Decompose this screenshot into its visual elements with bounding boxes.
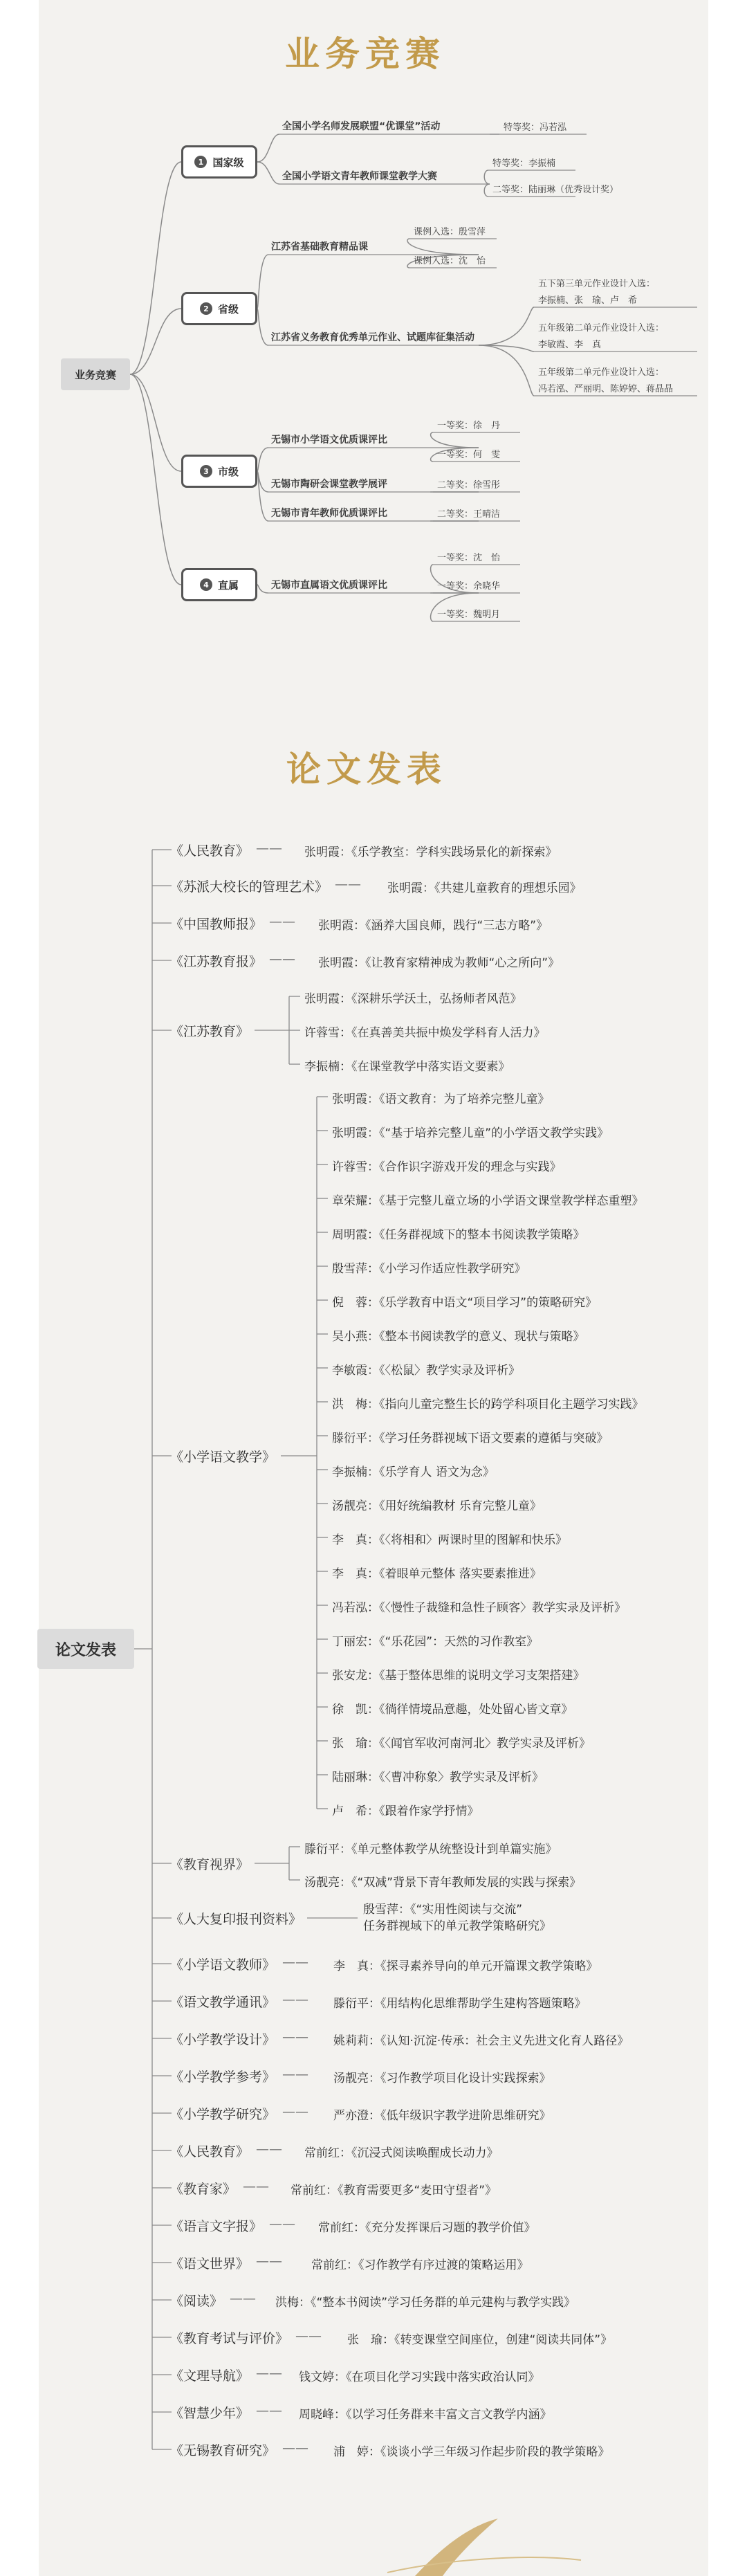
paper-entry: 洪梅：《“整本书阅读”学习任务群的单元建构与教学实践》 xyxy=(275,2296,576,2310)
event-to-award-curve xyxy=(484,170,490,184)
decorative-brush-stroke xyxy=(415,2519,498,2576)
award-label: 特等奖：冯若泓 xyxy=(504,122,567,133)
publication-label: 《小学语文教学》 xyxy=(170,1450,276,1465)
event-label: 全国小学名师发展联盟“优课堂”活动 xyxy=(282,121,441,132)
dash-separator: —— xyxy=(295,2328,322,2344)
event-label: 江苏省基础教育精品课 xyxy=(271,241,368,253)
award-label: 课例入选：沈 怡 xyxy=(414,256,486,266)
paper-entry: 汤靓亮：《习作教学项目化设计实践探索》 xyxy=(333,2072,551,2085)
competition-root-node xyxy=(61,358,130,390)
dash-separator: —— xyxy=(282,2440,308,2456)
dash-separator: —— xyxy=(282,2029,308,2045)
paper-entry: 周晓峰：《以学习任务群来丰富文言文教学内涵》 xyxy=(299,2408,552,2422)
award-label: 二等奖：王晴洁 xyxy=(437,509,501,520)
papers-root-label: 论文发表 xyxy=(55,1641,116,1659)
level-number-badge: 4 xyxy=(200,578,212,591)
publication-label: 《人民教育》 xyxy=(170,843,250,859)
dash-separator: —— xyxy=(256,2366,282,2381)
paper-entry: 李 真：《〈将相和〉两课时里的图解和快乐》 xyxy=(332,1533,567,1547)
publication-label: 《小学语文教师》 xyxy=(170,1957,276,1973)
level-to-event-curve xyxy=(257,134,279,162)
paper-entry: 殷雪萍：《小学习作适应性教学研究》 xyxy=(332,1262,526,1276)
root-to-level-curve xyxy=(130,309,181,374)
award-label: 五下第三单元作业设计入选： xyxy=(538,279,656,289)
level-node-3 xyxy=(181,455,257,488)
paper-entry: 丁丽宏：《“乐花园”：天然的习作教室》 xyxy=(332,1635,539,1649)
publication-label: 《江苏教育报》 xyxy=(170,954,263,969)
publication-label: 《小学教学设计》 xyxy=(170,2032,276,2047)
award-label: 特等奖：李振楠 xyxy=(492,158,556,169)
award-label: 一等奖：徐 丹 xyxy=(437,421,501,431)
publication-label: 《文理导航》 xyxy=(170,2368,250,2384)
level-number-badge: 1 xyxy=(194,156,207,168)
paper-entry: 许蓉雪：《合作识字游戏开发的理念与实践》 xyxy=(332,1160,562,1174)
paper-entry: 汤靓亮：《“双减”背景下青年教师发展的实践与探索》 xyxy=(304,1876,582,1890)
dash-separator: —— xyxy=(269,914,295,929)
paper-entry: 滕衍平：《单元整体教学从统整设计到单篇实施》 xyxy=(304,1843,557,1856)
paper-entry: 张明霞：《乐学教室：学科实践场景化的新探索》 xyxy=(304,846,557,859)
publication-label: 《教育家》 xyxy=(170,2182,237,2197)
paper-entry: 常前红：《充分发挥课后习题的教学价值》 xyxy=(318,2221,536,2235)
paper-entry: 徐 凯：《徜徉情境品意趣，处处留心皆文章》 xyxy=(332,1703,573,1717)
dash-separator: —— xyxy=(256,841,282,856)
paper-entry: 汤靓亮：《用好统编教材 乐育完整儿童》 xyxy=(332,1499,542,1513)
event-label: 无锡市青年教师优质课评比 xyxy=(271,508,387,519)
paper-entry: 张明霞：《“基于培养完整儿童”的小学语文教学实践》 xyxy=(332,1126,609,1140)
award-label: 二等奖：陆丽琳（优秀设计奖） xyxy=(492,185,619,195)
publication-label: 《教育视界》 xyxy=(170,1857,250,1872)
paper-entry: 李振楠：《在课堂教学中落实语文要素》 xyxy=(304,1060,510,1074)
level-label: 直属 xyxy=(217,578,239,592)
publication-label: 《语文世界》 xyxy=(170,2256,250,2272)
publication-label: 《小学教学参考》 xyxy=(170,2070,276,2085)
level-label: 市级 xyxy=(217,465,239,478)
level-node-2 xyxy=(181,292,257,325)
paper-entry: 章荣耀：《基于完整儿童立场的小学语文课堂教学样态重塑》 xyxy=(332,1194,644,1208)
papers-root-node xyxy=(37,1629,134,1669)
decorative-curve xyxy=(387,2557,581,2573)
paper-entry: 李 真：《着眼单元整体 落实要素推进》 xyxy=(332,1567,542,1581)
event-to-award-curve xyxy=(431,432,479,448)
paper-entry: 吴小燕：《整本书阅读教学的意义、现状与策略》 xyxy=(332,1330,585,1344)
level-label: 省级 xyxy=(217,302,239,316)
publication-label: 《中国教师报》 xyxy=(170,917,263,932)
paper-entry: 张明霞：《深耕乐学沃土，弘扬师者风范》 xyxy=(304,992,522,1006)
dash-separator: —— xyxy=(282,1992,308,2007)
publication-label: 《智慧少年》 xyxy=(170,2406,250,2421)
paper-entry: 张安龙：《基于整体思维的说明文学习支架搭建》 xyxy=(332,1669,585,1683)
paper-entry: 洪 梅：《指向儿童完整生长的跨学科项目化主题学习实践》 xyxy=(332,1398,644,1412)
level-to-event-curve xyxy=(257,585,268,593)
award-label: 李敏霞、李 真 xyxy=(538,340,602,350)
publication-label: 《苏派大校长的管理艺术》 xyxy=(170,879,329,895)
publication-label: 《江苏教育》 xyxy=(170,1024,250,1039)
competition-root-label: 业务竞赛 xyxy=(74,368,116,381)
paper-entry: 张明霞：《涵养大国良师，践行“三志方略”》 xyxy=(318,919,548,933)
paper-entry: 李振楠：《乐学育人 语文为念》 xyxy=(332,1465,495,1479)
level-to-event-curve xyxy=(257,448,268,471)
publication-label: 《无锡教育研究》 xyxy=(170,2443,276,2458)
publication-label: 《阅读》 xyxy=(170,2294,223,2309)
event-to-award-curve xyxy=(484,184,490,197)
paper-entry: 李 真：《探寻素养导向的单元开篇课文教学策略》 xyxy=(333,1960,598,1973)
level-number-badge: 3 xyxy=(200,465,212,477)
paper-entry: 姚莉莉：《认知·沉淀·传承：社会主义先进文化育人路径》 xyxy=(333,2034,629,2048)
paper-entry: 滕衍平：《学习任务群视域下语文要素的遵循与突破》 xyxy=(332,1432,609,1445)
paper-entry: 张明霞：《语文教育：为了培养完整儿童》 xyxy=(332,1093,550,1106)
paper-entry: 冯若泓：《〈慢性子裁缝和急性子顾客〉教学实录及评析》 xyxy=(332,1601,626,1615)
dash-separator: —— xyxy=(282,2104,308,2119)
paper-entry: 李敏霞：《〈松鼠〉教学实录及评析》 xyxy=(332,1364,520,1378)
paper-entry: 常前红：《沉浸式阅读唤醒成长动力》 xyxy=(304,2146,499,2160)
level-to-event-curve xyxy=(257,162,279,184)
event-label: 无锡市直属语文优质课评比 xyxy=(271,580,387,591)
competition-title: 业务竞赛 xyxy=(285,33,445,74)
paper-entry: 浦 婷：《谈谈小学三年级习作起步阶段的教学策略》 xyxy=(333,2445,610,2459)
publication-label: 《语言文字报》 xyxy=(170,2219,263,2234)
paper-entry: 张 瑜：《〈闻官军收河南河北〉教学实录及评析》 xyxy=(332,1737,591,1751)
dash-separator: —— xyxy=(269,951,295,967)
dash-separator: —— xyxy=(282,1955,308,1970)
award-label: 冯若泓、严丽明、陈婷婷、蒋晶晶 xyxy=(538,384,674,394)
level-number-badge: 2 xyxy=(200,302,212,315)
level-node-1 xyxy=(181,145,257,179)
event-to-award-curve xyxy=(479,345,534,396)
paper-entry: 卢 希：《跟着作家学抒情》 xyxy=(332,1805,479,1818)
publication-label: 《小学教学研究》 xyxy=(170,2107,276,2122)
publication-label: 《教育考试与评价》 xyxy=(170,2331,289,2346)
paper-entry: 常前红：《教育需要更多“麦田守望者”》 xyxy=(290,2184,497,2198)
dash-separator: —— xyxy=(256,2254,282,2269)
award-label: 二等奖：徐雪彤 xyxy=(437,480,501,491)
paper-entry: 常前红：《习作教学有序过渡的策略运用》 xyxy=(311,2258,529,2272)
paper-entry: 滕衍平：《用结构化思维帮助学生建构答题策略》 xyxy=(333,1997,587,2011)
root-to-level-curve xyxy=(130,374,181,585)
dash-separator: —— xyxy=(269,2216,295,2231)
award-label: 课例入选：殷雪萍 xyxy=(414,227,486,237)
event-label: 江苏省义务教育优秀单元作业、试题库征集活动 xyxy=(271,332,474,343)
paper-entry: 张明霞：《共建儿童教育的理想乐园》 xyxy=(387,881,582,895)
award-label: 一等奖：魏明月 xyxy=(437,610,501,620)
event-to-award-curve xyxy=(479,307,534,345)
paper-entry: 张 瑜：《转变课堂空间座位，创建“阅读共同体”》 xyxy=(347,2333,613,2347)
dash-separator: —— xyxy=(256,2403,282,2418)
publication-label: 《人大复印报刊资料》 xyxy=(170,1912,302,1927)
dash-separator: —— xyxy=(243,2179,269,2194)
award-label: 五年级第二单元作业设计入选： xyxy=(538,323,665,334)
publication-label: 《人民教育》 xyxy=(170,2144,250,2159)
dash-separator: —— xyxy=(230,2291,256,2306)
award-label: 一等奖：何 雯 xyxy=(437,450,501,460)
publication-label: 《语文教学通讯》 xyxy=(170,1995,276,2010)
paper-entry: 陆丽琳：《〈曹冲称象〉教学实录及评析》 xyxy=(332,1771,544,1784)
award-label: 一等奖：余晓华 xyxy=(437,581,501,592)
paper-entry: 周明霞：《任务群视域下的整本书阅读教学策略》 xyxy=(332,1228,585,1242)
event-label: 全国小学语文青年教师课堂教学大赛 xyxy=(282,171,437,182)
dash-separator: —— xyxy=(256,2141,282,2157)
event-to-award-curve xyxy=(407,239,479,255)
paper-entry: 殷雪萍：《“实用性阅读与交流” xyxy=(363,1903,523,1917)
paper-entry: 倪 蓉：《乐学教育中语文“项目学习”的策略研究》 xyxy=(332,1296,598,1310)
paper-entry: 钱文婷：《在项目化学习实践中落实政治认同》 xyxy=(299,2371,540,2384)
papers-title: 论文发表 xyxy=(286,749,447,789)
dash-separator: —— xyxy=(335,877,361,892)
level-to-event-curve xyxy=(257,255,268,309)
event-label: 无锡市小学语文优质课评比 xyxy=(271,435,387,446)
root-to-level-curve xyxy=(130,374,181,471)
award-label: 一等奖：沈 怡 xyxy=(437,553,501,563)
event-label: 无锡市陶研会课堂教学展评 xyxy=(271,479,387,490)
award-label: 五年级第二单元作业设计入选： xyxy=(538,367,665,378)
paper-entry: 严亦澄：《低年级识字教学进阶思维研究》 xyxy=(333,2109,551,2123)
dash-separator: —— xyxy=(282,2067,308,2082)
paper-entry: 张明霞：《让教育家精神成为教师“心之所向”》 xyxy=(318,956,560,970)
award-label: 李振楠、张 瑜、卢 希 xyxy=(538,295,638,306)
level-to-event-curve xyxy=(257,309,268,345)
paper-entry: 任务群视域下的单元教学策略研究》 xyxy=(363,1919,551,1933)
paper-entry: 许蓉雪：《在真善美共振中焕发学科育人活力》 xyxy=(304,1026,546,1040)
level-label: 国家级 xyxy=(212,156,244,169)
level-node-4 xyxy=(181,568,257,601)
